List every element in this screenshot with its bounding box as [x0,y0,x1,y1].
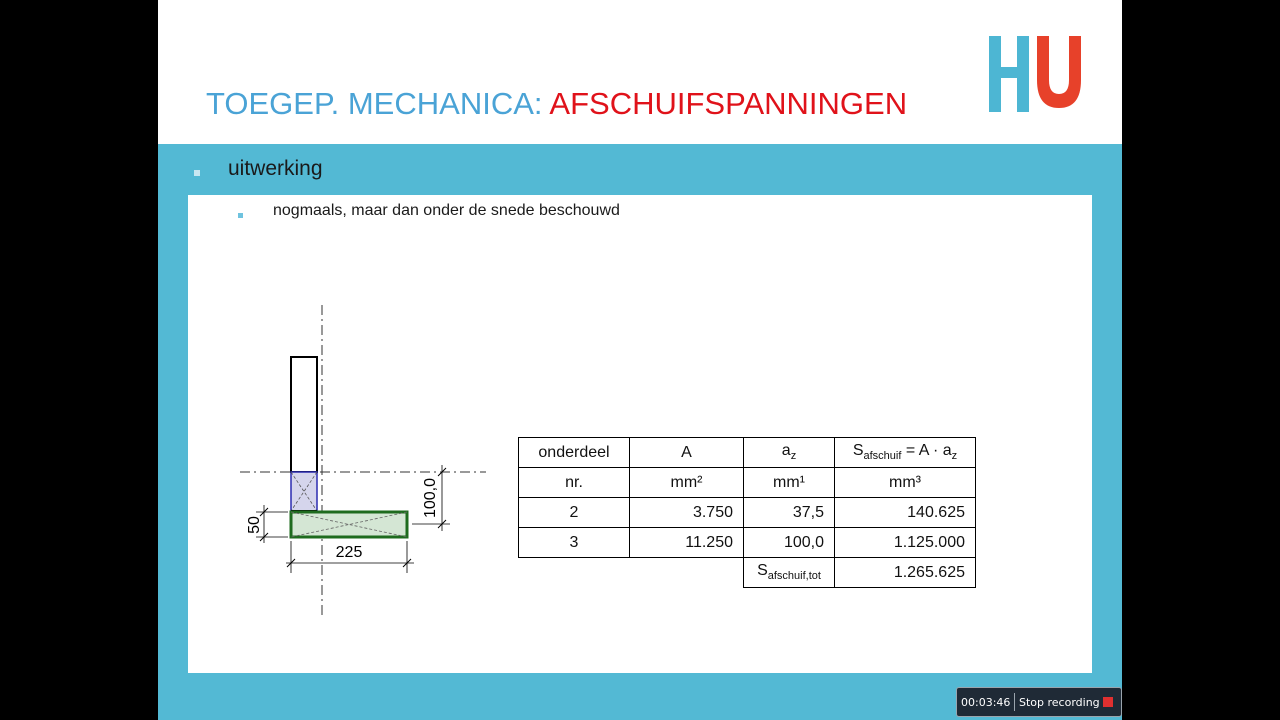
section-modulus-table [518,437,976,588]
stop-square-icon[interactable] [1103,697,1113,707]
bullet-level2-text: nogmaals, maar dan onder de snede beschouwd [273,202,620,219]
cross-section-drawing [228,295,528,625]
bullet-marker-small [238,213,243,218]
unit-az: mm¹ [744,468,835,498]
unit-nr: nr. [519,468,630,498]
total-value: 1.265.625 [835,558,976,588]
cell-s: 1.125.000 [835,528,976,558]
bullet-level1-text: uitwerking [228,157,323,180]
cell-az: 100,0 [744,528,835,558]
web-upper [291,357,317,472]
recording-control[interactable] [956,687,1122,717]
header-s-afschuif: $S_{afschuif} = A \cdot a_z$ [835,438,976,468]
bullet-marker [194,170,200,176]
header-area: A [630,438,744,468]
hu-logo [989,36,1081,112]
title-part-blue: TOEGEP. MECHANICA: [206,86,550,121]
stop-recording-button[interactable]: Stop recording [1019,696,1100,709]
content-panel [188,195,1092,673]
table-total-row [519,558,976,588]
title-part-red: AFSCHUIFSPANNINGEN [549,86,908,121]
dim-width-label: 225 [335,544,363,561]
header-az: $a_z$ [744,438,835,468]
cell-area: 11.250 [630,528,744,558]
total-label: $S_{afschuif,tot}$ [744,558,835,588]
table-row [519,498,976,528]
header-onderdeel: onderdeel [519,438,630,468]
unit-area: mm² [630,468,744,498]
slide [158,0,1122,720]
divider [1014,693,1015,711]
cell-az: 37,5 [744,498,835,528]
recording-timer: 00:03:46 [961,696,1011,709]
dim-distance-label: 100,0 [422,477,439,519]
table-units-row [519,468,976,498]
cell-area: 3.750 [630,498,744,528]
dim-thickness-label: 50 [246,516,263,534]
slide-title [206,86,907,122]
table-header-row [519,438,976,468]
unit-s: mm³ [835,468,976,498]
cell-s: 140.625 [835,498,976,528]
cell-nr: 2 [519,498,630,528]
table-row [519,528,976,558]
slide-header [158,0,1122,144]
cell-nr: 3 [519,528,630,558]
